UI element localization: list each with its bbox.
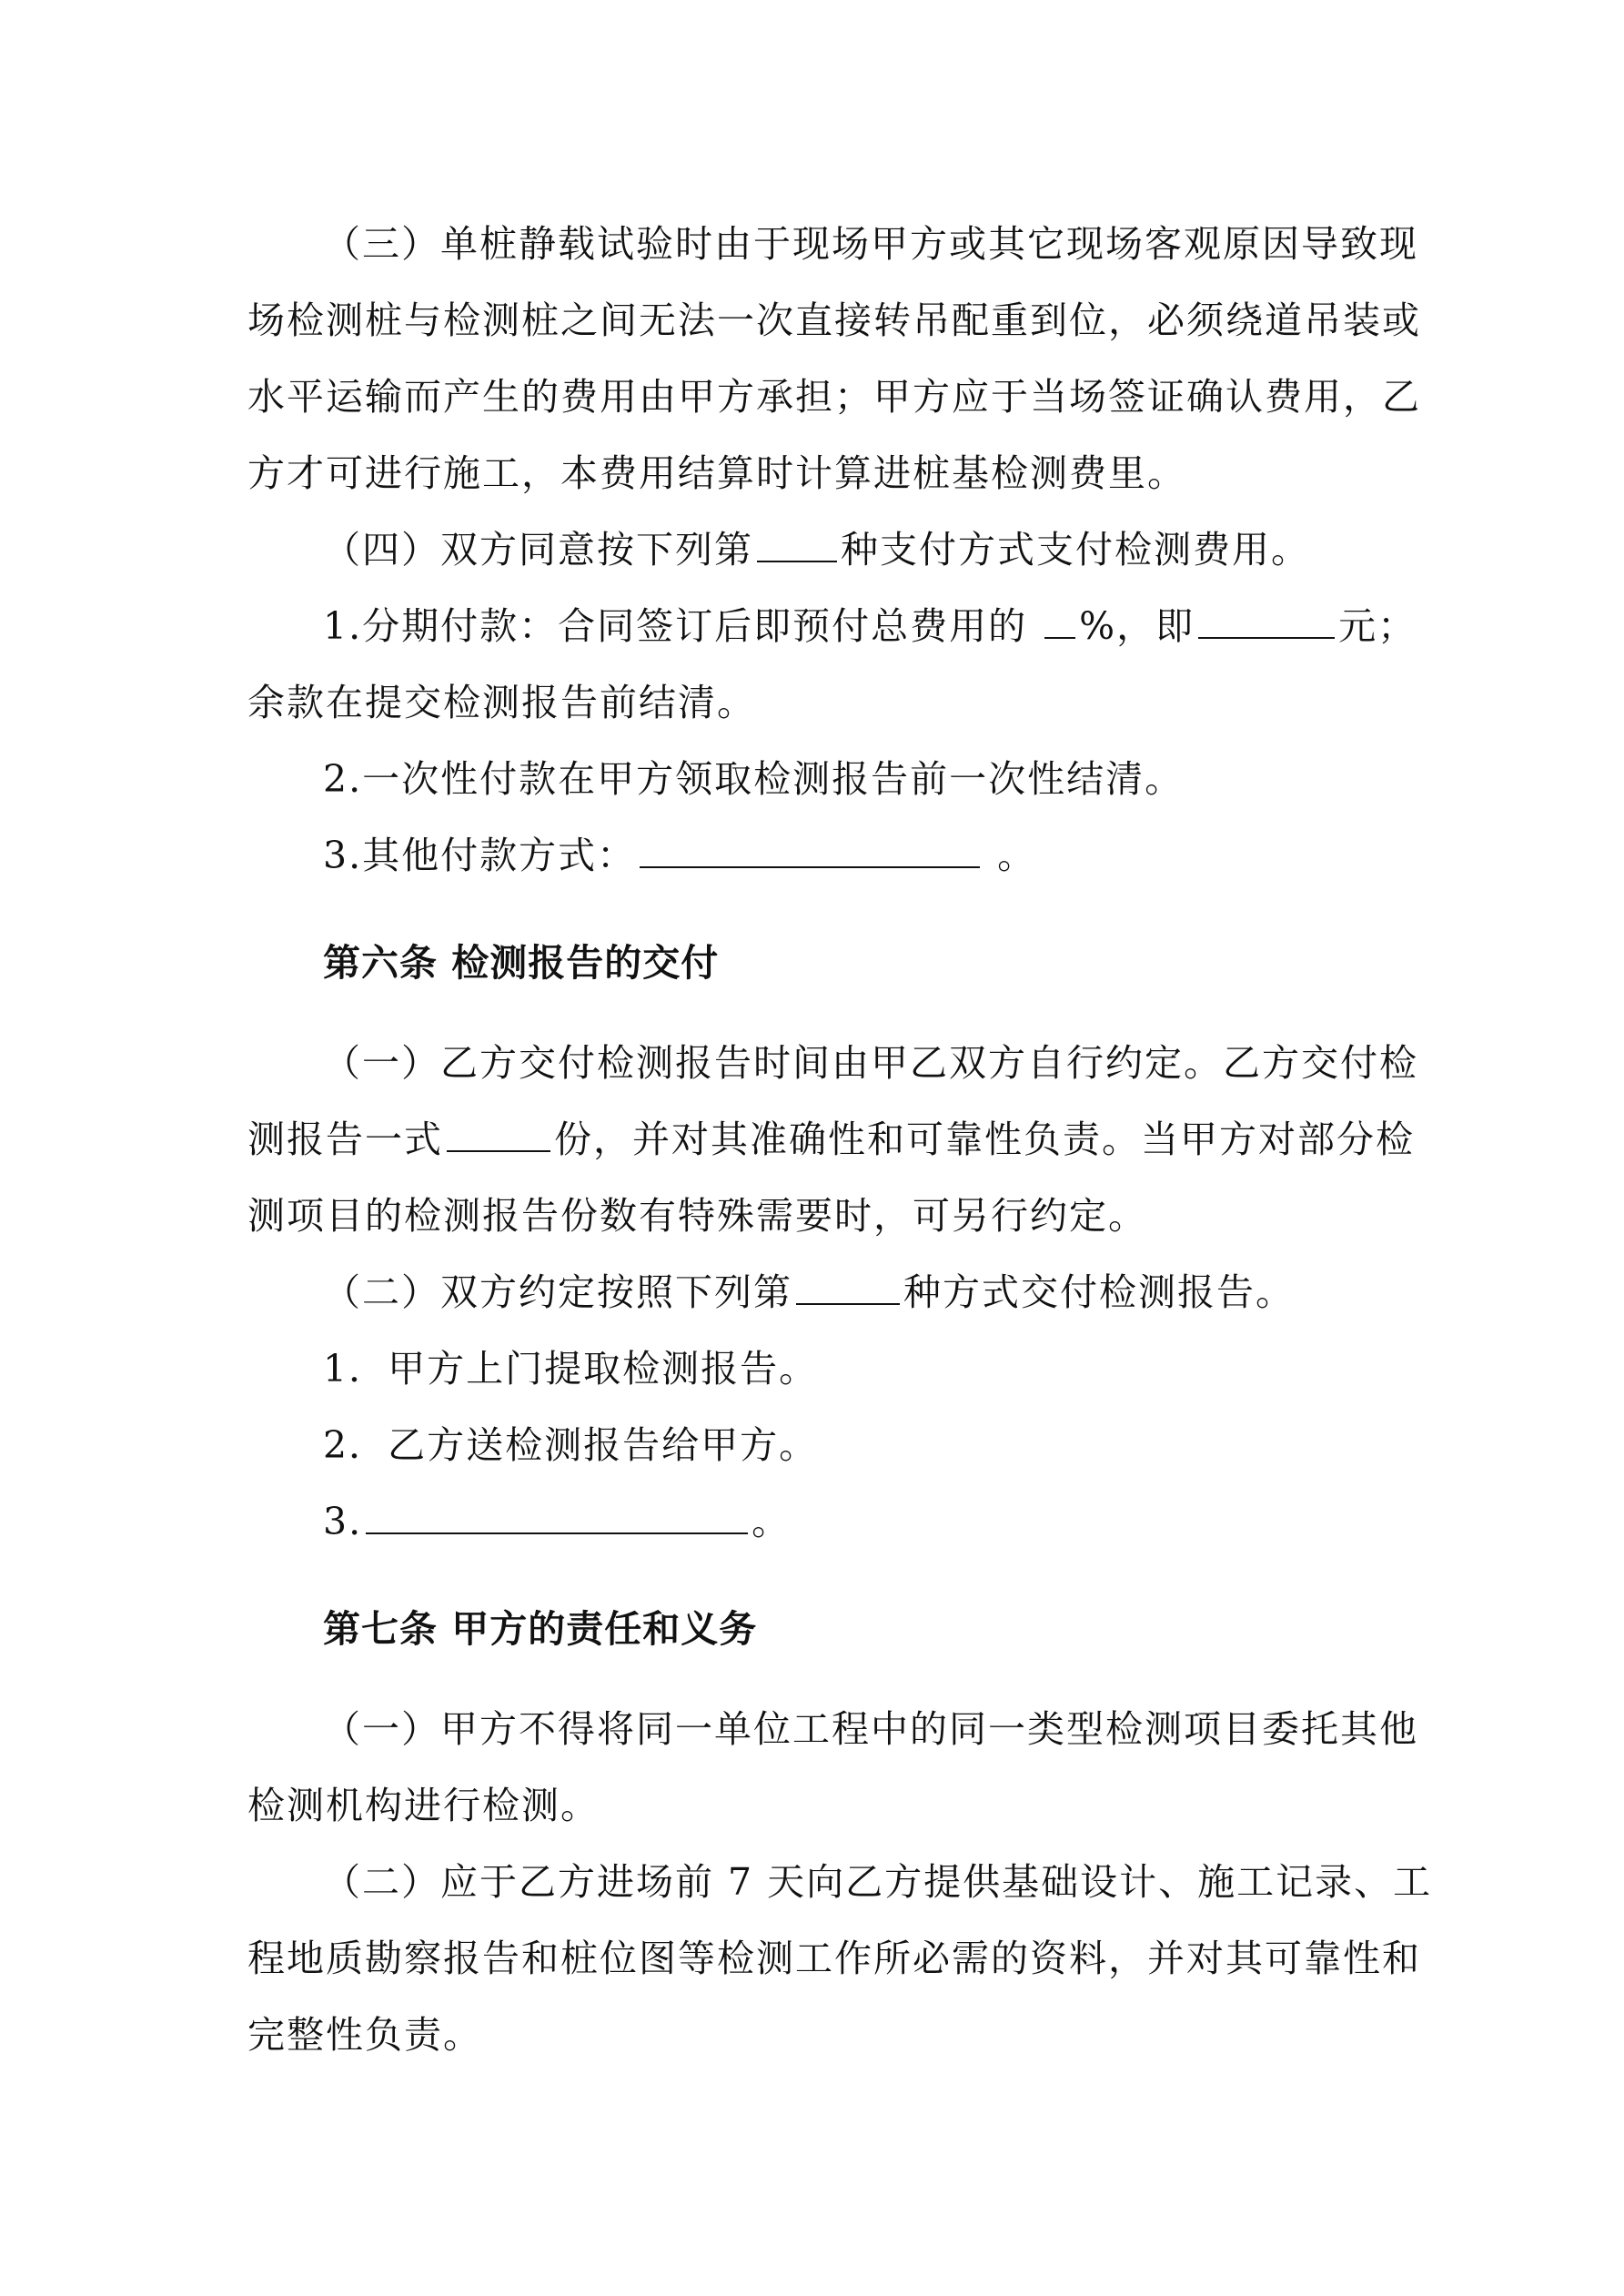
text-segment: 。	[983, 834, 1037, 877]
text-segment: 3.其他付款方式：	[323, 834, 637, 877]
text-segment: 。	[751, 1500, 792, 1543]
paragraph-line: （二）应于乙方进场前 7 天向乙方提供基础设计、施工记录、工	[323, 1860, 1433, 1904]
delivery-option-2: 2．乙方送检测报告给甲方。	[323, 1423, 819, 1467]
fill-blank[interactable]	[1044, 604, 1075, 639]
paragraph-line: 余款在提交检测报告前结清。	[247, 681, 756, 724]
article-7-heading: 第七条 甲方的责任和义务	[323, 1607, 758, 1651]
paragraph-line: 完整性负责。	[247, 2013, 482, 2057]
text-segment: 种方式交付检测报告。	[903, 1270, 1295, 1314]
paragraph-line: （一）乙方交付检测报告时间由甲乙双方自行约定。乙方交付检	[323, 1041, 1418, 1085]
paragraph-line: 程地质勘察报告和桩位图等检测工作所必需的资料，并对其可靠性和	[247, 1937, 1421, 1980]
text-segment: （二）双方约定按照下列第	[323, 1270, 792, 1314]
paragraph-line: 水平运输而产生的费用由甲方承担；甲方应于当场签证确认费用，乙	[247, 375, 1421, 419]
paragraph-line: 测项目的检测报告份数有特殊需要时，可另行约定。	[247, 1194, 1147, 1238]
fill-blank[interactable]	[796, 1270, 900, 1305]
text-segment: 份，并对其准确性和可靠性负责。当甲方对部分检	[554, 1118, 1415, 1161]
text-segment: 3.	[323, 1500, 363, 1543]
paragraph-line	[323, 1267, 1469, 1318]
payment-option-2: 2.一次性付款在甲方领取检测报告前一次性结清。	[323, 757, 1185, 801]
paragraph-line: 场检测桩与检测桩之间无法一次直接转吊配重到位，必须绕道吊装或	[247, 298, 1421, 342]
fill-blank[interactable]	[1198, 604, 1335, 639]
text-segment: 测报告一式	[247, 1118, 443, 1161]
payment-option-1	[323, 601, 1469, 652]
payment-option-3	[323, 830, 1469, 881]
paragraph-line: 方才可进行施工，本费用结算时计算进桩基检测费里。	[247, 451, 1186, 495]
text-segment: 元；	[1338, 604, 1417, 648]
delivery-option-3	[323, 1496, 1469, 1547]
fill-blank[interactable]	[640, 834, 980, 868]
text-segment: （四）双方同意按下列第	[323, 528, 753, 571]
payment-method-line	[323, 524, 1469, 575]
paragraph-line: （三）单桩静载试验时由于现场甲方或其它现场客观原因导致现	[323, 222, 1418, 266]
article-6-heading: 第六条 检测报告的交付	[323, 941, 720, 985]
paragraph-line: （一）甲方不得将同一单位工程中的同一类型检测项目委托其他	[323, 1707, 1418, 1751]
fill-blank[interactable]	[366, 1500, 748, 1534]
delivery-option-1: 1．甲方上门提取检测报告。	[323, 1347, 819, 1391]
fill-blank[interactable]	[757, 528, 837, 562]
text-segment: 1.分期付款：合同签订后即预付总费用的	[323, 604, 1042, 648]
text-segment: %，即	[1079, 604, 1195, 648]
paragraph-line: 检测机构进行检测。	[247, 1784, 600, 1827]
paragraph-line	[247, 1114, 1415, 1165]
text-segment: 种支付方式支付检测费用。	[841, 528, 1310, 571]
fill-blank[interactable]	[447, 1118, 550, 1152]
